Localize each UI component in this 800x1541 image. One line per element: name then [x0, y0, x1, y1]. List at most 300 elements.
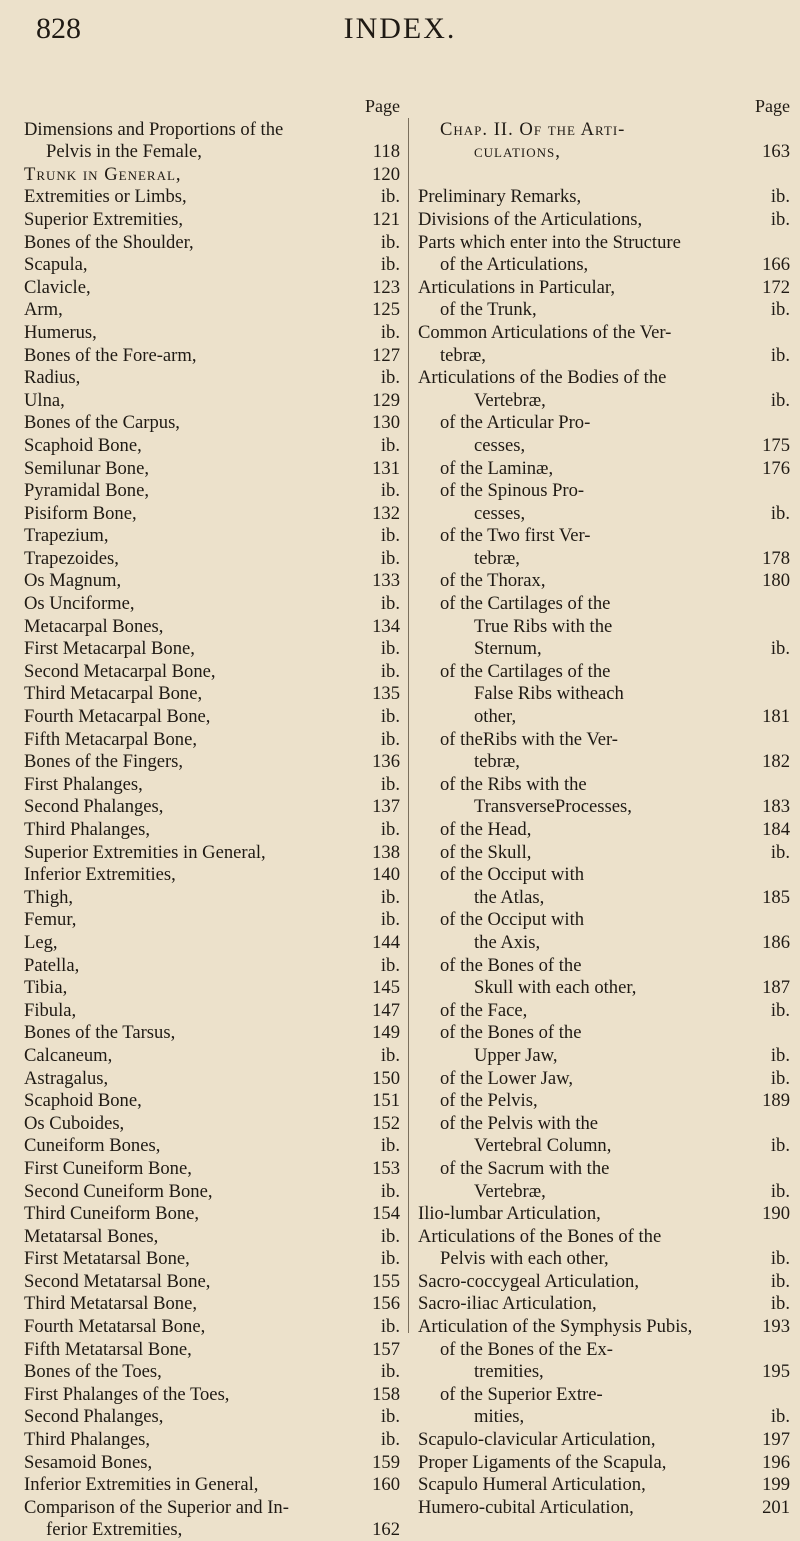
entry-page: 151 [372, 1090, 400, 1112]
entry-text: Scaphoid Bone, [24, 1090, 142, 1112]
entry-text: of the Sacrum with the [440, 1157, 610, 1179]
index-entry [24, 728, 400, 751]
entry-text: Chap. II. Of the Arti- [440, 118, 626, 140]
index-entry [418, 118, 790, 141]
entry-text: Bones of the Toes, [24, 1361, 162, 1383]
entry-page: 134 [372, 615, 400, 637]
index-entry [418, 1496, 790, 1519]
entry-page: ib. [380, 1316, 400, 1338]
entry-text: Parts which enter into the Structure [418, 231, 681, 253]
entry-text: Pelvis in the Female, [46, 141, 202, 163]
entry-page: ib. [380, 706, 400, 728]
index-entry [418, 1135, 790, 1158]
entry-text: Os Magnum, [24, 570, 122, 592]
entry-page: ib. [380, 367, 400, 389]
entry-page: ib. [770, 1180, 790, 1202]
index-entry [24, 773, 400, 796]
index-entry [24, 1519, 400, 1541]
entry-page: 144 [372, 931, 400, 953]
entry-page: ib. [380, 1180, 400, 1202]
entry-text: Second Metacarpal Bone, [24, 660, 216, 682]
entry-text: tebræ, [474, 547, 520, 569]
entry-page: 154 [372, 1203, 400, 1225]
entry-text: of the Trunk, [440, 299, 537, 321]
entry-text: of the Ribs with the [440, 773, 587, 795]
entry-text: Articulations in Particular, [418, 276, 616, 298]
index-entry [418, 141, 790, 164]
entry-text: Common Articulations of the Ver- [418, 321, 672, 343]
entry-text: of the Spinous Pro- [440, 480, 585, 502]
entry-page: ib. [770, 1248, 790, 1270]
entry-text: Pisiform Bone, [24, 502, 137, 524]
index-entry [24, 1203, 400, 1226]
index-entry [418, 276, 790, 299]
index-entry [24, 1474, 400, 1497]
entry-text: Metacarpal Bones, [24, 615, 164, 637]
entry-text: tremities, [474, 1361, 544, 1383]
entry-text: Arm, [24, 299, 63, 321]
entry-page: 125 [372, 299, 400, 321]
entry-page: 150 [372, 1067, 400, 1089]
index-entry [24, 321, 400, 344]
entry-text: Humerus, [24, 321, 97, 343]
index-entry [418, 480, 790, 503]
index-entry [24, 389, 400, 412]
entry-page: 160 [372, 1474, 400, 1496]
index-entry [418, 208, 790, 231]
entry-page: 157 [372, 1338, 400, 1360]
index-entry [418, 1067, 790, 1090]
entry-page: ib. [380, 1361, 400, 1383]
index-entry [24, 1338, 400, 1361]
entry-text: Second Phalanges, [24, 796, 164, 818]
entry-page: 129 [372, 389, 400, 411]
entry-page: ib. [770, 389, 790, 411]
entry-page: 181 [762, 706, 790, 728]
entry-text: Inferior Extremities in General, [24, 1474, 259, 1496]
entry-text: Articulation of the Symphysis Pubis, [418, 1316, 693, 1338]
entry-page: ib. [380, 321, 400, 343]
index-entry [24, 751, 400, 774]
entry-page: 156 [372, 1293, 400, 1315]
entry-text: of the Occiput with [440, 864, 585, 886]
entry-text: Humero-cubital Articulation, [418, 1496, 634, 1518]
entry-text: False Ribs witheach [474, 683, 624, 705]
entry-page: ib. [770, 299, 790, 321]
entry-page: 138 [372, 841, 400, 863]
index-entry [418, 1180, 790, 1203]
index-entry [24, 818, 400, 841]
entry-page: 172 [762, 276, 790, 298]
index-entry [418, 1112, 790, 1135]
index-entry [418, 1383, 790, 1406]
index-entry [24, 1406, 400, 1429]
entry-page: 140 [372, 864, 400, 886]
entry-text: Articulations of the Bodies of the [418, 367, 667, 389]
page-number: 828 [36, 12, 81, 45]
entry-text: Leg, [24, 931, 58, 953]
entry-page: 149 [372, 1022, 400, 1044]
entry-text: Divisions of the Articulations, [418, 208, 643, 230]
index-entry [418, 457, 790, 480]
entry-page: 159 [372, 1451, 400, 1473]
entry-page: ib. [380, 593, 400, 615]
entry-page: 152 [372, 1112, 400, 1134]
index-entry [24, 705, 400, 728]
index-entry [24, 1293, 400, 1316]
index-entry [418, 254, 790, 277]
index-entry [24, 525, 400, 548]
index-entry [24, 615, 400, 638]
entry-list [24, 118, 400, 1541]
entry-page: 199 [762, 1474, 790, 1496]
entry-page: 118 [372, 141, 400, 163]
entry-text: of the Pelvis with the [440, 1112, 599, 1134]
entry-text: Extremities or Limbs, [24, 186, 187, 208]
index-entry [418, 367, 790, 390]
index-entry [418, 841, 790, 864]
entry-text: Os Unciforme, [24, 593, 135, 615]
entry-text: of the Pelvis, [440, 1090, 538, 1112]
index-entry [24, 1135, 400, 1158]
entry-page: 153 [372, 1157, 400, 1179]
index-entry [418, 1022, 790, 1045]
entry-page: 178 [762, 547, 790, 569]
entry-page: ib. [380, 819, 400, 840]
entry-page: 193 [762, 1316, 790, 1338]
index-entry [418, 570, 790, 593]
entry-text: First Metatarsal Bone, [24, 1248, 190, 1270]
index-entry [418, 1361, 790, 1384]
entry-page: 175 [762, 434, 790, 456]
entry-page: 184 [762, 819, 790, 840]
page-header [0, 0, 800, 80]
entry-text: cesses, [474, 434, 526, 456]
entry-text: Dimensions and Proportions of the [24, 118, 284, 140]
index-entry [24, 1383, 400, 1406]
index-entry [418, 1315, 790, 1338]
index-entry [24, 909, 400, 932]
index-entry [418, 592, 790, 615]
entry-page: ib. [380, 728, 400, 750]
entry-text: First Phalanges of the Toes, [24, 1383, 230, 1405]
index-entry [418, 1157, 790, 1180]
index-entry [418, 1044, 790, 1067]
entry-text: Calcaneum, [24, 1044, 113, 1066]
entry-text: Scapula, [24, 254, 88, 276]
entry-page: ib. [380, 480, 400, 502]
index-entry [24, 1428, 400, 1451]
index-entry [418, 502, 790, 525]
entry-text: Vertebral Column, [474, 1135, 612, 1157]
entry-text: Fourth Metacarpal Bone, [24, 706, 211, 728]
entry-page: ib. [380, 773, 400, 795]
entry-page: ib. [380, 1135, 400, 1157]
index-entry [418, 660, 790, 683]
entry-text: Patella, [24, 954, 80, 976]
entry-text: Vertebræ, [474, 1180, 546, 1202]
entry-text: the Axis, [474, 931, 541, 953]
entry-text: Comparison of the Superior and In- [24, 1496, 289, 1518]
entry-text: Fifth Metacarpal Bone, [24, 728, 197, 750]
entry-text: Femur, [24, 909, 77, 931]
entry-text: of the Bones of the [440, 1022, 582, 1044]
entry-page: 123 [372, 276, 400, 298]
index-entry [24, 118, 400, 141]
index-entry [418, 931, 790, 954]
index-entry [418, 321, 790, 344]
entry-page: ib. [380, 1406, 400, 1428]
entry-text: Bones of the Tarsus, [24, 1022, 176, 1044]
entry-page: 163 [762, 141, 790, 163]
entry-page: 182 [762, 751, 790, 773]
index-entry [418, 299, 790, 322]
entry-page: 132 [372, 502, 400, 524]
index-column-right [418, 96, 790, 1519]
index-entry [24, 367, 400, 390]
index-entry [24, 841, 400, 864]
entry-text: the Atlas, [474, 886, 545, 908]
entry-text: of the Head, [440, 819, 532, 840]
entry-page: ib. [380, 231, 400, 253]
entry-text: tebræ, [440, 344, 486, 366]
index-entry [418, 186, 790, 209]
entry-text: Superior Extremities, [24, 208, 184, 230]
index-entry [418, 344, 790, 367]
column-divider [408, 118, 409, 1333]
entry-page: ib. [380, 909, 400, 931]
index-entry [24, 999, 400, 1022]
index-entry [24, 502, 400, 525]
entry-text: Pelvis with each other, [440, 1248, 609, 1270]
entry-page: 136 [372, 751, 400, 773]
entry-text: of the Bones of the [440, 954, 582, 976]
index-entry [418, 1474, 790, 1497]
entry-text: Inferior Extremities, [24, 864, 176, 886]
entry-text: Articulations of the Bones of the [418, 1225, 662, 1247]
index-entry [418, 796, 790, 819]
entry-page: 197 [762, 1429, 790, 1451]
index-entry [24, 1496, 400, 1519]
index-entry [24, 1361, 400, 1384]
entry-text: ferior Extremities, [46, 1519, 183, 1541]
index-entry [418, 389, 790, 412]
entry-page: ib. [380, 547, 400, 569]
entry-page: ib. [770, 1406, 790, 1428]
index-entry [24, 480, 400, 503]
index-entry [418, 1428, 790, 1451]
index-entry [24, 457, 400, 480]
index-entry [418, 547, 790, 570]
entry-text: Tibia, [24, 977, 68, 999]
entry-text: of the Articulations, [440, 254, 589, 276]
index-entry [24, 1067, 400, 1090]
entry-page: ib. [380, 525, 400, 547]
entry-page: ib. [380, 638, 400, 660]
entry-page: 137 [372, 796, 400, 818]
index-entry [24, 1180, 400, 1203]
index-entry [418, 1293, 790, 1316]
entry-page: ib. [380, 434, 400, 456]
entry-text: Vertebræ, [474, 389, 546, 411]
index-entry [418, 1203, 790, 1226]
entry-text: TransverseProcesses, [474, 796, 632, 818]
index-entry [24, 683, 400, 706]
index-entry [418, 231, 790, 254]
entry-page: 196 [762, 1451, 790, 1473]
index-entry [24, 208, 400, 231]
entry-page: 189 [762, 1090, 790, 1112]
index-entry [418, 751, 790, 774]
index-entry [418, 864, 790, 887]
entry-page: 155 [372, 1270, 400, 1292]
index-entry [24, 547, 400, 570]
entry-text: of the Cartilages of the [440, 593, 611, 615]
entry-page: 166 [762, 254, 790, 276]
entry-text: Clavicle, [24, 276, 91, 298]
entry-text: Pyramidal Bone, [24, 480, 149, 502]
index-entry [24, 1270, 400, 1293]
entry-page: 135 [372, 683, 400, 705]
entry-text: other, [474, 706, 517, 728]
index-entry [418, 412, 790, 435]
index-entry [24, 570, 400, 593]
entry-text: Third Phalanges, [24, 819, 150, 840]
index-entry [418, 773, 790, 796]
index-entry [418, 1451, 790, 1474]
column-page-header: Page [755, 96, 790, 116]
entry-text: mities, [474, 1406, 525, 1428]
index-entry [24, 1044, 400, 1067]
entry-page: ib. [770, 1067, 790, 1089]
entry-text: Second Metatarsal Bone, [24, 1270, 211, 1292]
index-entry [418, 683, 790, 706]
entry-text: Ilio-lumbar Articulation, [418, 1203, 601, 1225]
column-page-header: Page [365, 96, 400, 116]
entry-page: 131 [372, 457, 400, 479]
entry-page: 195 [762, 1361, 790, 1383]
entry-text: Bones of the Fore-arm, [24, 344, 197, 366]
index-entry [418, 818, 790, 841]
entry-text: Sacro-iliac Articulation, [418, 1293, 597, 1315]
index-entry [24, 299, 400, 322]
entry-page: ib. [770, 1293, 790, 1315]
index-entry [418, 909, 790, 932]
entry-text: Fibula, [24, 999, 77, 1021]
entry-page: 145 [372, 977, 400, 999]
entry-text: Fifth Metatarsal Bone, [24, 1338, 192, 1360]
index-entry [24, 796, 400, 819]
entry-page: 185 [762, 886, 790, 908]
index-entry [24, 186, 400, 209]
index-entry [418, 434, 790, 457]
entry-text: of the Face, [440, 999, 528, 1021]
index-entry [24, 231, 400, 254]
entry-text: culations, [474, 141, 561, 163]
entry-text: of the Articular Pro- [440, 412, 591, 434]
index-column-left [24, 96, 400, 1541]
entry-page: ib. [380, 1248, 400, 1270]
entry-list [418, 118, 790, 1519]
entry-page: ib. [380, 886, 400, 908]
index-entry [24, 434, 400, 457]
index-entry [24, 864, 400, 887]
entry-text: True Ribs with the [474, 615, 613, 637]
entry-page: ib. [770, 502, 790, 524]
entry-text: Trapezoides, [24, 547, 119, 569]
entry-page: ib. [770, 1270, 790, 1292]
entry-page: 133 [372, 570, 400, 592]
entry-text: Ulna, [24, 389, 65, 411]
entry-text: Third Phalanges, [24, 1429, 150, 1451]
entry-page: ib. [770, 1044, 790, 1066]
index-entry [24, 1157, 400, 1180]
index-entry [24, 1112, 400, 1135]
entry-page: 127 [372, 344, 400, 366]
entry-page: 201 [762, 1496, 790, 1518]
entry-text: Second Phalanges, [24, 1406, 164, 1428]
index-entry [24, 977, 400, 1000]
entry-page: ib. [380, 186, 400, 208]
index-entry [418, 163, 790, 186]
entry-page: ib. [770, 999, 790, 1021]
index-entry [24, 1225, 400, 1248]
entry-text: Scapulo Humeral Articulation, [418, 1474, 646, 1496]
entry-text: Third Metacarpal Bone, [24, 683, 203, 705]
entry-text: Astragalus, [24, 1067, 109, 1089]
entry-page: 180 [762, 570, 790, 592]
entry-text: Bones of the Shoulder, [24, 231, 194, 253]
entry-text: Upper Jaw, [474, 1044, 558, 1066]
entry-page: ib. [380, 660, 400, 682]
entry-text: Skull with each other, [474, 977, 637, 999]
entry-text: tebræ, [474, 751, 520, 773]
entry-page: ib. [770, 1135, 790, 1157]
entry-page: ib. [770, 208, 790, 230]
entry-text: of the Cartilages of the [440, 660, 611, 682]
entry-text: Sternum, [474, 638, 542, 660]
entry-text: Third Cuneiform Bone, [24, 1203, 200, 1225]
entry-page: 121 [372, 208, 400, 230]
entry-text: of the Skull, [440, 841, 532, 863]
entry-text: Semilunar Bone, [24, 457, 149, 479]
entry-text: of the Thorax, [440, 570, 546, 592]
index-entry [418, 999, 790, 1022]
entry-text: of the Lower Jaw, [440, 1067, 574, 1089]
index-entry [24, 954, 400, 977]
entry-text: First Phalanges, [24, 773, 143, 795]
index-entry [24, 931, 400, 954]
entry-text: Fourth Metatarsal Bone, [24, 1316, 206, 1338]
index-entry [418, 705, 790, 728]
entry-page: 147 [372, 999, 400, 1021]
index-entry [24, 1090, 400, 1113]
entry-text: Cuneiform Bones, [24, 1135, 161, 1157]
entry-page: ib. [770, 344, 790, 366]
index-entry [418, 728, 790, 751]
entry-text: Sesamoid Bones, [24, 1451, 153, 1473]
index-entry [418, 638, 790, 661]
entry-page: 158 [372, 1383, 400, 1405]
entry-text: First Cuneiform Bone, [24, 1157, 192, 1179]
index-entry [24, 660, 400, 683]
index-entry [24, 412, 400, 435]
entry-page: ib. [380, 1429, 400, 1451]
index-entry [24, 1022, 400, 1045]
entry-page: 162 [372, 1519, 400, 1541]
index-entry [24, 1315, 400, 1338]
index-entry [418, 1248, 790, 1271]
